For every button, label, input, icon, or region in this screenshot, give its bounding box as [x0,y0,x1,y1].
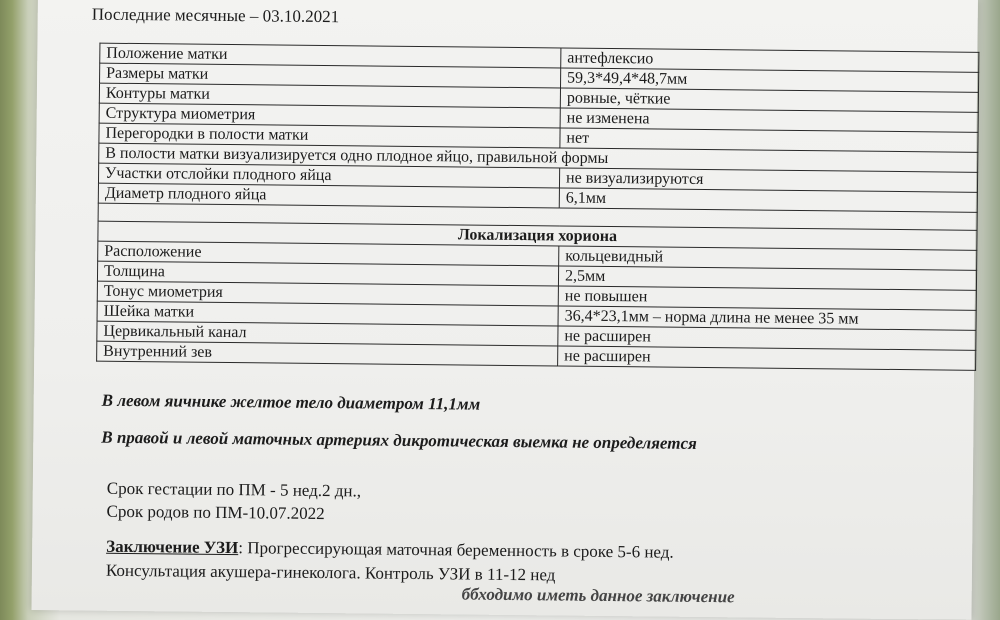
gestation-term: Срок гестации по ПМ - 5 нед.2 дн., [106,478,362,501]
due-date: Срок родов по ПМ-10.07.2022 [106,501,325,524]
param-cell: Участки отслойки плодного яйца [98,163,559,188]
value-cell: не расширен [558,326,976,350]
artery-note: В правой и левой маточных артериях дикротическая выемка не определяется [101,427,697,453]
value-cell: ровные, чёткие [560,88,978,112]
value-cell: не визуализируются [559,168,977,192]
param-cell: Расположение [98,241,559,266]
value-cell: 2,5мм [558,266,976,290]
value-cell: антефлексио [561,48,979,72]
param-cell: Толщина [97,261,558,286]
ovary-note: В левом яичнике желтое тело диаметром 11,1мм [101,390,481,414]
param-cell: Внутренний зев [97,341,558,366]
full-width-cell: В полости матки визуализируется одно плодное яйцо, правильной формы [99,143,978,172]
cut-off-line: ббходимо иметь данное заключение [461,584,735,607]
value-cell: 6,1мм [559,188,977,212]
param-cell: Диаметр плодного яйца [98,183,559,208]
value-cell: нет [560,128,978,152]
document-sheet [32,0,978,620]
value-cell: 36,4*23,1мм – норма длина не менее 35 мм [558,306,976,330]
value-cell: не повышен [558,286,976,310]
value-cell: кольцевидный [559,246,977,270]
consultation-line: Консультация акушера-гинеколога. Контроль УЗИ в 11-12 нед [105,560,556,585]
conclusion-text: : Прогрессирующая маточная беременность в сроке 5-6 нед. [238,538,674,562]
ultrasound-table [96,43,979,371]
param-cell: Структура миометрия [99,103,560,128]
conclusion-line [106,537,674,563]
param-cell: Тонус миометрия [97,281,558,306]
last-period-line: Последние месячные – 03.10.2021 [91,4,340,27]
param-cell: Шейка матки [97,301,558,326]
value-cell: не изменена [560,108,978,132]
value-cell: не расширен [558,346,976,370]
value-cell: 59,3*49,4*48,7мм [561,68,979,92]
param-cell: Перегородки в полости матки [99,123,560,148]
param-cell: Цервикальный канал [97,321,558,346]
param-cell: Положение матки [100,43,561,68]
section-title: Локализация хориона [98,221,977,250]
param-cell: Размеры матки [100,63,561,88]
param-cell: Контуры матки [99,83,560,108]
conclusion-label: Заключение УЗИ [106,536,239,558]
